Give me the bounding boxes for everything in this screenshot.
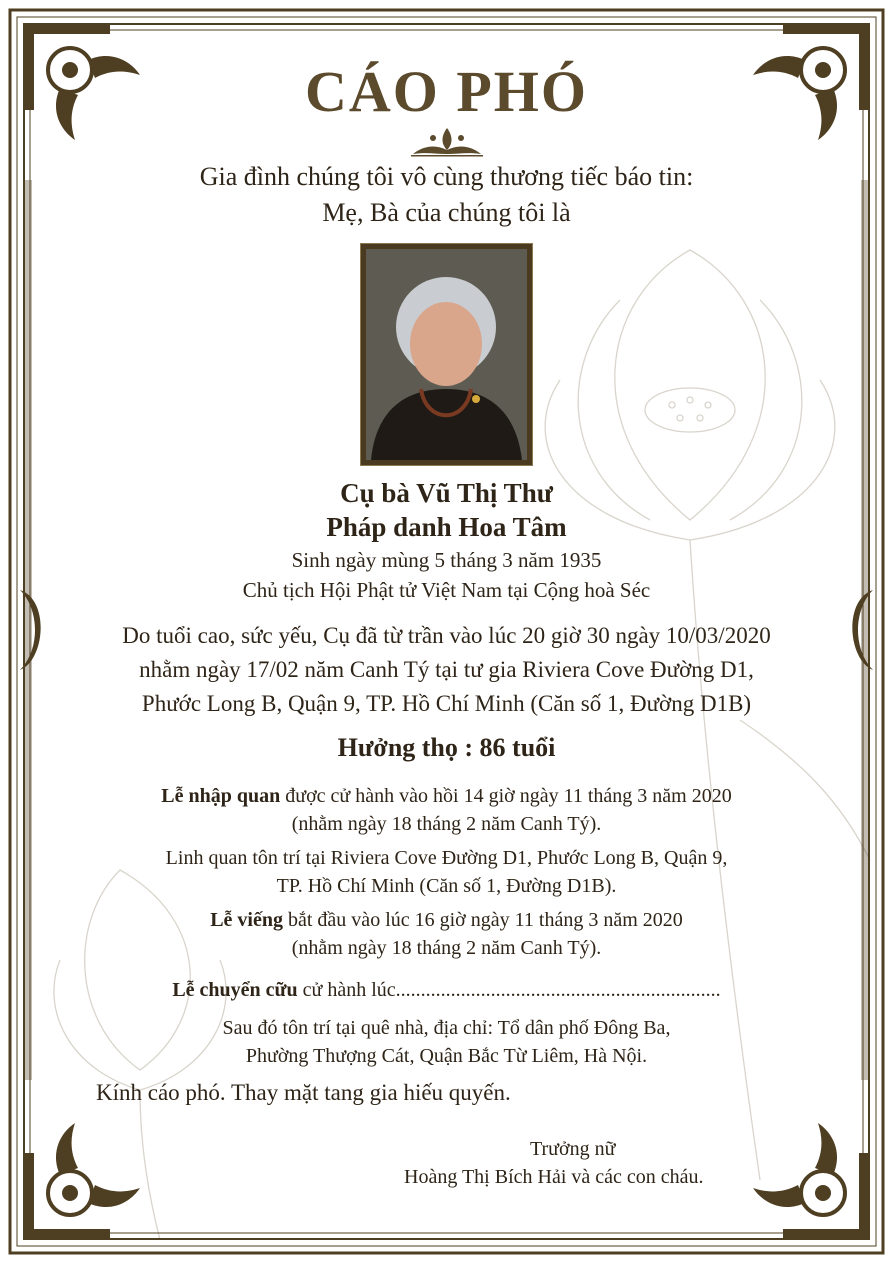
position-title: Chủ tịch Hội Phật tử Việt Nam tại Cộng hoà Séc bbox=[242, 578, 651, 602]
death-notice-line-1: Do tuổi cao, sức yếu, Cụ đã từ trần vào lúc 20 giờ 30 ngày 10/03/2020 bbox=[122, 623, 771, 648]
corner-ornament-bottom-right bbox=[753, 1123, 869, 1239]
move-text: cử hành lúc................................................................. bbox=[297, 979, 721, 1001]
intro-line-1: Gia đình chúng tôi vô cùng thương tiếc báo tin: bbox=[199, 162, 694, 191]
deceased-name: Cụ bà Vũ Thị Thư bbox=[340, 478, 553, 508]
encoffin-label: Lễ nhập quan bbox=[161, 785, 281, 807]
closing-line: Kính cáo phó. Thay mặt tang gia hiếu quyến. bbox=[96, 1080, 511, 1105]
death-notice-line-3: Phước Long B, Quận 9, TP. Hồ Chí Minh (Căn số 1, Đường D1B) bbox=[141, 691, 752, 716]
signature-role: Trưởng nữ bbox=[530, 1138, 616, 1160]
signature-names: Hoàng Thị Bích Hải và các con cháu. bbox=[404, 1166, 704, 1188]
visit-text: bắt đầu vào lúc 16 giờ ngày 11 tháng 3 năm 2020 bbox=[283, 909, 683, 931]
burial-line-1: Sau đó tôn trí tại quê nhà, địa chỉ: Tổ dân phố Đông Ba, bbox=[222, 1017, 671, 1039]
burial-line-2: Phường Thượng Cát, Quận Bắc Từ Liêm, Hà Nội. bbox=[245, 1045, 648, 1067]
portrait-photo bbox=[366, 249, 527, 460]
bier-line-1: Linh quan tôn trí tại Riviera Cove Đường D1, Phước Long B, Quận 9, bbox=[165, 847, 728, 869]
encoffin-lunar: (nhằm ngày 18 tháng 2 năm Canh Tý). bbox=[291, 813, 602, 835]
portrait-frame bbox=[361, 244, 532, 465]
floral-divider-icon bbox=[405, 124, 489, 160]
encoffin-text: được cử hành vào hồi 14 giờ ngày 11 tháng 3 năm 2020 bbox=[280, 785, 732, 807]
visit-lunar: (nhằm ngày 18 tháng 2 năm Canh Tý). bbox=[291, 937, 602, 959]
move-line bbox=[0, 976, 893, 1004]
visit-line bbox=[0, 906, 893, 934]
corner-ornament-bottom-left bbox=[24, 1123, 140, 1239]
intro-line-2: Mẹ, Bà của chúng tôi là bbox=[322, 198, 571, 227]
death-notice-line-2: nhằm ngày 17/02 năm Canh Tý tại tư gia Riviera Cove Đường D1, bbox=[139, 657, 754, 682]
encoffin-line bbox=[0, 782, 893, 810]
visit-label: Lễ viếng bbox=[210, 909, 283, 931]
page-title: CÁO PHÓ bbox=[304, 59, 589, 124]
move-label: Lễ chuyển cữu bbox=[172, 979, 298, 1001]
dharma-name: Pháp danh Hoa Tâm bbox=[326, 512, 567, 542]
birth-date: Sinh ngày mùng 5 tháng 3 năm 1935 bbox=[291, 548, 602, 572]
age-heading: Hưởng thọ : 86 tuổi bbox=[337, 733, 556, 762]
bier-line-2: TP. Hồ Chí Minh (Căn số 1, Đường D1B). bbox=[276, 875, 617, 897]
